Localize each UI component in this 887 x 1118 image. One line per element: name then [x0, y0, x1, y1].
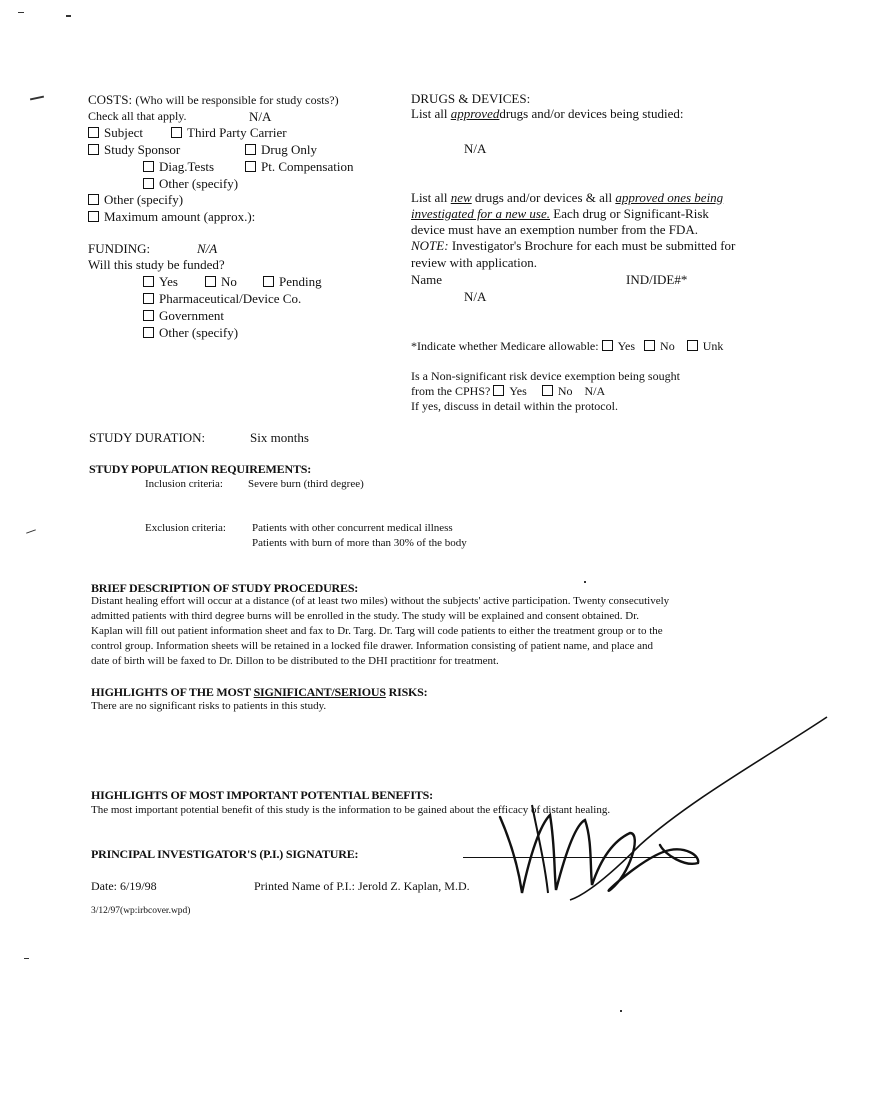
checkbox-diag-tests[interactable] [143, 161, 154, 172]
date-field [91, 879, 157, 894]
checkbox-other-sub[interactable] [143, 178, 154, 189]
inclusion-value: Severe burn (third degree) [248, 478, 364, 490]
file-reference: 3/12/97(wp:irbcover.wpd) [91, 906, 191, 916]
duration-value: Six months [250, 430, 309, 445]
drugs-approved-post: drugs and/or devices being studied: [499, 106, 684, 121]
drugs-note-text: Investigator's Brochure for each must be submitted for [451, 238, 736, 253]
date-value: 6/19/98 [120, 879, 157, 893]
costs-option-third-party-label: Third Party Carrier [187, 125, 287, 140]
costs-option-pt-compensation[interactable] [245, 159, 353, 175]
handwritten-signature-image [470, 705, 840, 905]
drugs-ind-label: IND/IDE#* [626, 272, 688, 287]
printed-name-value: Jerold Z. Kaplan, M.D. [358, 879, 470, 893]
checkbox-medicare-unk[interactable] [687, 340, 698, 351]
funding-option-pharma-label: Pharmaceutical/Device Co. [159, 291, 302, 306]
nsr-line3: If yes, discuss in detail within the protocol. [411, 399, 618, 413]
costs-option-drug-only[interactable] [245, 142, 317, 158]
costs-option-pt-compensation-label: Pt. Compensation [261, 159, 354, 174]
printed-name-label: Printed Name of P.I.: [254, 879, 355, 893]
checkbox-funding-other[interactable] [143, 327, 154, 338]
drugs-note [411, 238, 735, 254]
costs-option-maximum-amount-label: Maximum amount (approx.): [104, 209, 256, 224]
drugs-name-label: Name [411, 272, 443, 287]
checkbox-subject[interactable] [88, 127, 99, 138]
drugs-new-line2 [411, 206, 709, 222]
checkbox-funding-pending[interactable] [263, 276, 274, 287]
medicare-text: *Indicate whether Medicare allowable: [411, 339, 599, 353]
medicare-no-label: No [660, 339, 675, 353]
costs-option-diag-tests-label: Diag.Tests [159, 159, 215, 174]
costs-option-other-label: Other (specify) [104, 192, 184, 207]
drugs-new-line3: device must have an exemption number from the FDA. [411, 222, 699, 237]
funding-option-pending-label: Pending [279, 274, 322, 289]
checkbox-nsr-yes[interactable] [493, 385, 504, 396]
costs-option-study-sponsor[interactable] [88, 142, 180, 158]
checkbox-funding-government[interactable] [143, 310, 154, 321]
scan-speck [584, 581, 586, 583]
inclusion-label: Inclusion criteria: [145, 478, 223, 490]
risks-title-pre: HIGHLIGHTS OF THE MOST [91, 685, 251, 699]
costs-option-drug-only-label: Drug Only [261, 142, 317, 157]
nsr-line1: Is a Non-significant risk device exemption being sought [411, 369, 680, 383]
drugs-new-line2-rest: Each drug or Significant-Risk [553, 206, 709, 221]
scan-speck [30, 96, 44, 101]
costs-title: COSTS: [88, 92, 133, 107]
drugs-title: DRUGS & DEVICES: [411, 91, 531, 106]
procedures-line: control group. Information sheets will be retained in a locked file drawer. Information consisting of patient name, and place and [91, 640, 654, 652]
date-label: Date: [91, 879, 117, 893]
costs-option-diag-tests[interactable] [143, 159, 214, 175]
costs-option-other-sub[interactable] [143, 176, 238, 192]
scan-speck [620, 1010, 622, 1012]
scan-speck [18, 12, 24, 13]
funding-option-no-label: No [221, 274, 237, 289]
procedures-line: date of birth will be faxed to Dr. Dillon to be distributed to the DHI practitionr for treatment. [91, 655, 499, 667]
funding-option-pharma[interactable] [143, 291, 301, 307]
procedures-line: Kaplan will fill out patient information sheet and fax to Dr. Targ. Dr. Targ will code patients to either the treatment group or to the [91, 625, 663, 637]
checkbox-funding-yes[interactable] [143, 276, 154, 287]
nsr-yes-label: Yes [509, 384, 527, 398]
funding-option-no[interactable] [205, 274, 237, 290]
medicare-unk-label: Unk [702, 339, 724, 353]
population-title: STUDY POPULATION REQUIREMENTS: [89, 462, 312, 476]
funding-na: N/A [197, 241, 218, 256]
nsr-question: from the CPHS? [411, 384, 491, 398]
scan-speck [24, 958, 29, 959]
nsr-na: N/A [584, 384, 606, 398]
funding-option-government-label: Government [159, 308, 224, 323]
drugs-note-line2: review with application. [411, 255, 537, 270]
funding-option-yes-label: Yes [159, 274, 178, 289]
drugs-approved-na: N/A [464, 141, 487, 156]
checkbox-funding-pharma[interactable] [143, 293, 154, 304]
procedures-line: Distant healing effort will occur at a distance (of at least two miles) without the subjects' active participation. Twenty consecutively [91, 595, 670, 607]
risks-title [91, 685, 427, 700]
duration-label: STUDY DURATION: [89, 430, 206, 445]
drugs-new-mid: drugs and/or devices & all [474, 190, 613, 205]
drugs-approved-pre: List all [411, 106, 448, 121]
checkbox-maximum-amount[interactable] [88, 211, 99, 222]
costs-heading [88, 92, 339, 108]
medicare-yes-label: Yes [617, 339, 636, 353]
costs-option-study-sponsor-label: Study Sponsor [104, 142, 181, 157]
exclusion-label: Exclusion criteria: [145, 522, 226, 534]
funding-option-yes[interactable] [143, 274, 178, 290]
funding-question: Will this study be funded? [88, 257, 225, 272]
drugs-name-na: N/A [464, 289, 487, 304]
drugs-note-label: NOTE: [411, 238, 449, 253]
scan-speck [66, 15, 71, 17]
checkbox-other[interactable] [88, 194, 99, 205]
exclusion-line1: Patients with other concurrent medical illness [252, 522, 453, 534]
checkbox-drug-only[interactable] [245, 144, 256, 155]
costs-option-other[interactable] [88, 192, 183, 208]
funding-option-pending[interactable] [263, 274, 322, 290]
printed-name-field [254, 879, 470, 894]
exclusion-line2: Patients with burn of more than 30% of the body [252, 537, 467, 549]
benefits-text: The most important potential benefit of this study is the information to be gained about the efficacy of distant healing. [91, 804, 611, 816]
drugs-new-word: new [450, 190, 472, 205]
funding-option-other-label: Other (specify) [159, 325, 239, 340]
checkbox-medicare-yes[interactable] [602, 340, 613, 351]
checkbox-third-party[interactable] [171, 127, 182, 138]
drugs-new-line1 [411, 190, 723, 206]
signature-label: PRINCIPAL INVESTIGATOR'S (P.I.) SIGNATURE: [91, 847, 359, 861]
nsr-no-label: No [557, 384, 573, 398]
scan-speck [26, 529, 36, 533]
costs-option-maximum-amount[interactable] [88, 209, 255, 225]
procedures-title: BRIEF DESCRIPTION OF STUDY PROCEDURES: [91, 581, 359, 595]
costs-question: (Who will be responsible for study costs?) [135, 93, 339, 107]
costs-na: N/A [249, 109, 272, 124]
costs-option-third-party[interactable] [171, 125, 287, 141]
costs-option-subject-label: Subject [104, 125, 143, 140]
risks-title-post: RISKS: [388, 685, 428, 699]
nsr-line2 [411, 384, 605, 399]
costs-option-other-sub-label: Other (specify) [159, 176, 239, 191]
drugs-approved-word: approved [450, 106, 500, 121]
drugs-new-approved: approved ones being [615, 190, 724, 205]
checkbox-nsr-no[interactable] [542, 385, 553, 396]
drugs-approved-line [411, 106, 683, 122]
risks-text: There are no significant risks to patients in this study. [91, 700, 327, 712]
procedures-line: admitted patients with third degree burns will be enrolled in the study. The study will be explained and consent obtained. Dr. [91, 610, 640, 622]
checkbox-study-sponsor[interactable] [88, 144, 99, 155]
funding-option-government[interactable] [143, 308, 224, 324]
costs-option-subject[interactable] [88, 125, 143, 141]
benefits-title: HIGHLIGHTS OF MOST IMPORTANT POTENTIAL BENEFITS: [91, 788, 433, 802]
drugs-new-pre: List all [411, 190, 448, 205]
funding-title: FUNDING: [88, 241, 151, 256]
drugs-new-line2-underlined: investigated for a new use. [411, 206, 551, 221]
risks-title-underlined: SIGNIFICANT/SERIOUS [253, 685, 386, 699]
costs-check-all: Check all that apply. [88, 109, 187, 123]
checkbox-pt-compensation[interactable] [245, 161, 256, 172]
checkbox-medicare-no[interactable] [644, 340, 655, 351]
checkbox-funding-no[interactable] [205, 276, 216, 287]
funding-option-other[interactable] [143, 325, 238, 341]
medicare-line [411, 339, 723, 354]
